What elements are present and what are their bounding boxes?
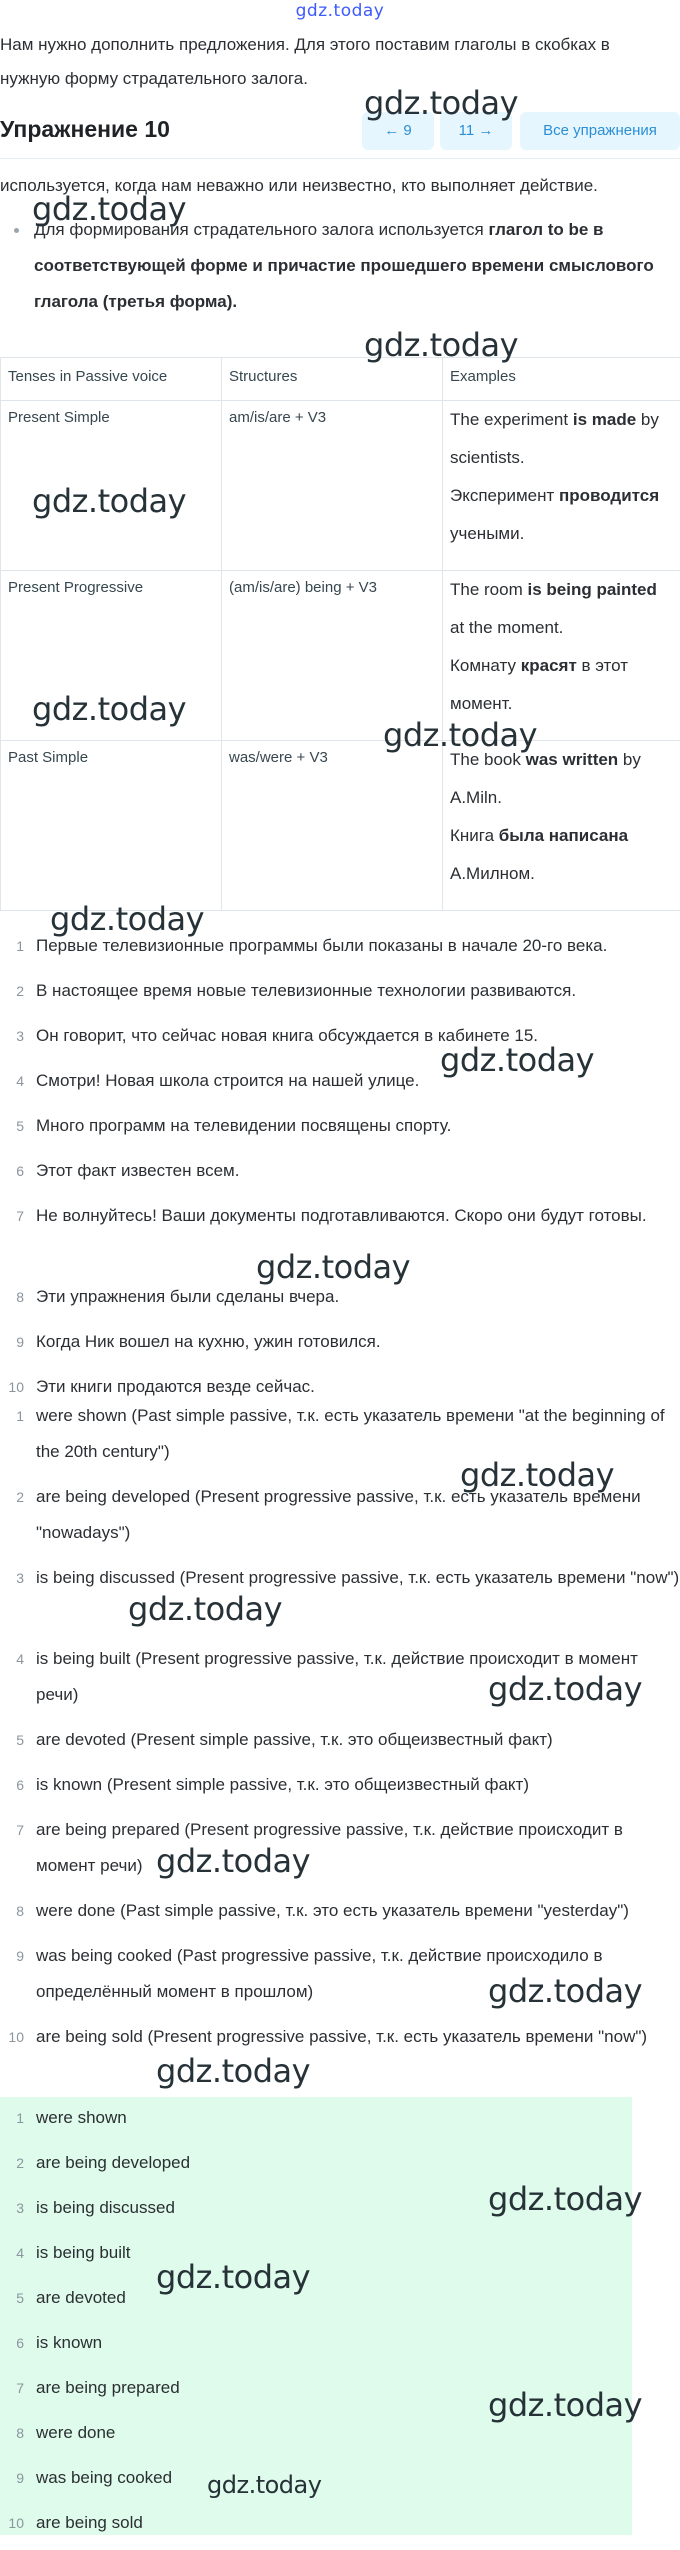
item-number: 10 <box>0 1369 24 1405</box>
prev-exercise-button[interactable]: ← 9 <box>362 112 434 150</box>
table-header-cell: Structures <box>222 358 443 401</box>
item-number: 5 <box>0 2280 24 2316</box>
watermark: gdz.today <box>488 2386 642 2424</box>
item-number: 4 <box>0 1063 24 1099</box>
watermark: gdz.today <box>50 900 204 938</box>
list-item: 10 Эти книги продаются везде сейчас. <box>0 1369 680 1414</box>
item-number: 2 <box>0 2145 24 2181</box>
watermark: gdz.today <box>488 2180 642 2218</box>
list-item: 1 Первые телевизионные программы были показаны в начале 20-го века. <box>0 928 680 973</box>
site-logo[interactable]: gdz.today <box>0 0 680 22</box>
item-number: 7 <box>0 1812 24 1848</box>
list-item: 3 is being discussed <box>0 2190 680 2235</box>
item-number: 3 <box>0 1560 24 1596</box>
watermark: gdz.today <box>256 1248 410 1286</box>
item-number: 3 <box>0 1018 24 1054</box>
item-number: 1 <box>0 1398 24 1434</box>
item-number: 6 <box>0 1153 24 1189</box>
example-cell <box>443 401 680 571</box>
watermark: gdz.today <box>156 2052 310 2090</box>
item-number: 1 <box>0 2100 24 2136</box>
watermark: gdz.today <box>32 690 186 728</box>
item-number: 8 <box>0 1893 24 1929</box>
all-exercises-button[interactable]: Все упражнения <box>520 112 680 150</box>
watermark: gdz.today <box>207 2466 321 2504</box>
watermark: gdz.today <box>32 482 186 520</box>
structure-cell: am/is/are + V3 <box>222 401 443 571</box>
table-header-cell: Tenses in Passive voice <box>1 358 222 401</box>
list-item: 6 Этот факт известен всем. <box>0 1153 680 1198</box>
watermark: gdz.today <box>364 84 518 122</box>
watermark: gdz.today <box>128 1590 282 1628</box>
item-number: 8 <box>0 1279 24 1315</box>
item-number: 2 <box>0 973 24 1009</box>
passive-voice-table <box>0 357 680 927</box>
list-item: 4 is being built <box>0 2235 680 2280</box>
watermark: gdz.today <box>488 1972 642 2010</box>
list-item: 1 were shown (Past simple passive, т.к. есть указатель времени "at the beginning of the 20th century") <box>0 1398 680 1479</box>
structure-cell: was/were + V3 <box>222 741 443 911</box>
item-number: 2 <box>0 1479 24 1515</box>
tense-cell: Present Progressive <box>1 571 222 741</box>
list-item: 9 was being cooked <box>0 2460 680 2505</box>
example-cell <box>443 571 680 741</box>
list-item: 10 are being sold <box>0 2505 680 2550</box>
list-item: 9 was being cooked (Past progressive passive, т.к. действие происходило в определённый момент в прошлом) <box>0 1938 680 2019</box>
table-header-cell: Examples <box>443 358 680 401</box>
tense-cell: Present Simple <box>1 401 222 571</box>
item-number: 1 <box>0 928 24 964</box>
table-row <box>1 741 680 911</box>
example-en: The book was written by A.Miln. <box>450 741 673 817</box>
list-item: 5 Много программ на телевидении посвящены спорту. <box>0 1108 680 1153</box>
item-number: 5 <box>0 1108 24 1144</box>
list-item: 9 Когда Ник вошел на кухню, ужин готовился. <box>0 1324 680 1369</box>
example-ru: Книга была написана А.Милном. <box>450 817 673 893</box>
watermark: gdz.today <box>383 716 537 754</box>
short-answers-list <box>0 2100 680 2550</box>
watermark: gdz.today <box>156 1842 310 1880</box>
item-number: 6 <box>0 1767 24 1803</box>
watermark: gdz.today <box>364 326 518 364</box>
exercise-header <box>0 108 680 159</box>
list-item: 8 were done (Past simple passive, т.к. это есть указатель времени "yesterday") <box>0 1893 680 1938</box>
item-number: 5 <box>0 1722 24 1758</box>
theory-bullet <box>0 212 675 320</box>
theory-bullet-bold: глагол to be в соответствующей форме и причастие прошедшего времени смыслового глагола (третья форма). <box>34 220 654 311</box>
list-item: 5 are devoted (Present simple passive, т.к. это общеизвестный факт) <box>0 1722 680 1767</box>
item-number: 9 <box>0 1938 24 1974</box>
bullet-dot-icon <box>14 228 19 233</box>
watermark: gdz.today <box>440 1041 594 1079</box>
watermark: gdz.today <box>460 1456 614 1494</box>
list-item: 8 Эти упражнения были сделаны вчера. <box>0 1279 680 1324</box>
list-item: 7 are being prepared (Present progressive passive, т.к. действие происходит в момент речи) <box>0 1812 680 1893</box>
watermark: gdz.today <box>488 1670 642 1708</box>
item-number: 10 <box>0 2019 24 2055</box>
theory-line: используется, когда нам неважно или неизвестно, кто выполняет действие. <box>0 168 675 204</box>
list-item: 2 are being developed (Present progressive passive, т.к. есть указатель времени "nowadays") <box>0 1479 680 1560</box>
list-item: 3 is being discussed (Present progressive passive, т.к. есть указатель времени "now") <box>0 1560 680 1641</box>
item-number: 9 <box>0 1324 24 1360</box>
list-item: 2 are being developed <box>0 2145 680 2190</box>
list-item: 5 are devoted <box>0 2280 680 2325</box>
item-number: 10 <box>0 2505 24 2541</box>
exercise-title: Упражнение 10 <box>0 116 170 143</box>
list-item: 6 is known (Present simple passive, т.к. это общеизвестный факт) <box>0 1767 680 1812</box>
list-item: 4 Смотри! Новая школа строится на нашей улице. <box>0 1063 680 1108</box>
list-item: 3 Он говорит, что сейчас новая книга обсуждается в кабинете 15. <box>0 1018 680 1063</box>
item-number: 4 <box>0 1641 24 1677</box>
list-item: 8 were done <box>0 2415 680 2460</box>
example-ru: Эксперимент проводится учеными. <box>450 477 673 553</box>
example-ru: Комнату красят в этот момент. <box>450 647 673 723</box>
watermark: gdz.today <box>32 190 186 228</box>
list-item: 7 are being prepared <box>0 2370 680 2415</box>
tense-cell: Past Simple <box>1 741 222 911</box>
item-number: 8 <box>0 2415 24 2451</box>
example-cell <box>443 741 680 911</box>
list-item: 2 В настоящее время новые телевизионные технологии развиваются. <box>0 973 680 1018</box>
list-item: 1 were shown <box>0 2100 680 2145</box>
item-number: 4 <box>0 2235 24 2271</box>
table-header-row <box>1 358 680 401</box>
structure-cell: (am/is/are) being + V3 <box>222 571 443 741</box>
next-exercise-button[interactable]: 11 → <box>440 112 512 150</box>
list-item: 4 is being built (Present progressive passive, т.к. действие происходит в момент речи) <box>0 1641 680 1722</box>
item-number: 7 <box>0 1198 24 1234</box>
sentences-list <box>0 928 680 1414</box>
item-number: 9 <box>0 2460 24 2496</box>
example-en: The experiment is made by scientists. <box>450 401 673 477</box>
list-item: 7 Не волнуйтесь! Ваши документы подготавливаются. Скоро они будут готовы. <box>0 1198 680 1279</box>
item-number: 6 <box>0 2325 24 2361</box>
item-number: 3 <box>0 2190 24 2226</box>
exercise-intro: Нам нужно дополнить предложения. Для этого поставим глаголы в скобках в нужную форму страдательного залога. <box>0 28 670 96</box>
watermark: gdz.today <box>156 2258 310 2296</box>
theory-bullet-text: Для формирования страдательного залога используется <box>34 220 488 239</box>
list-item: 10 are being sold (Present progressive passive, т.к. есть указатель времени "now") <box>0 2019 680 2100</box>
list-item: 6 is known <box>0 2325 680 2370</box>
example-en: The room is being painted at the moment. <box>450 571 673 647</box>
item-number: 7 <box>0 2370 24 2406</box>
